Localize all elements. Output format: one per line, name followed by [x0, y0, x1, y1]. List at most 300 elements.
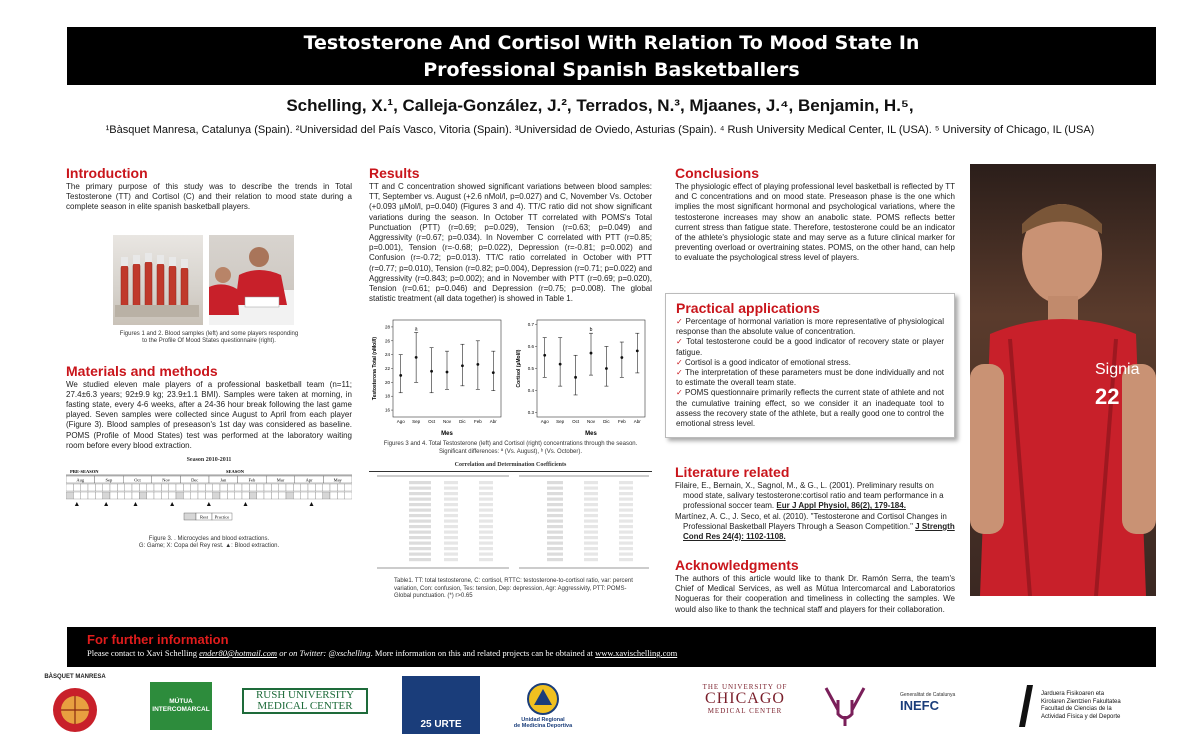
mean-point [559, 363, 562, 366]
table-cell-right [619, 536, 633, 539]
y-tick-label: 16 [384, 408, 390, 414]
week-cell [242, 484, 249, 491]
players-illustration [209, 235, 294, 325]
blood-extraction-marker [310, 502, 314, 506]
mean-point [476, 363, 479, 366]
x-tick-label: Feb [473, 419, 482, 425]
x-tick-label: Dic [603, 419, 610, 425]
mean-point [461, 365, 464, 368]
results-table-caption: Table1. TT: total testosterone, C: cortisol, RTTC: testosterone-to-cortisol ratio, var: percent variation, Con: confusion, Tes: tension, Dep: depression, Agr: Aggressivity, PTT: POMS-Global punctuation. (*) r>0.65 [394, 578, 633, 600]
microcycle-cell [308, 492, 315, 499]
table-row-left [409, 530, 431, 533]
microcycle-cell [337, 492, 344, 499]
info-text: Please contact to Xavi Schelling ender80@hotmail.com or on Twitter: @xschelling. More information on this and related projects can be obtained at www.xavischelling.com [87, 648, 678, 658]
literature-ref-2: Martínez, A. C., J. Seco, et al. (2010). "Testosterone and Cortisol Changes in Professional Basketball Players Through a Season Competition." J Strength Cond Res 24(4): 1102-1108. [675, 511, 955, 542]
microcycle-cell [301, 492, 308, 499]
table-row-right [547, 530, 563, 533]
table-row-left [409, 508, 431, 511]
check-icon: ✓ [676, 357, 685, 367]
table-row-right [547, 525, 563, 528]
microcycle-cell [242, 492, 249, 499]
column-3 [675, 165, 955, 264]
table-cell-right [584, 481, 598, 484]
test-tubes-illustration [113, 235, 203, 325]
y-tick-label: 26 [384, 338, 390, 344]
table-cell-right [619, 552, 633, 555]
sponsor-logos [30, 672, 1170, 742]
week-cell [323, 484, 330, 491]
preseason-label: PRE-SEASON [70, 468, 99, 474]
x-tick-label: Ago [540, 419, 549, 425]
conclusions-text: The physiologic effect of playing professional level basketball is reflected by TT and C concentrations and on mood state. Preseason phase is the one which implies the most significant hormonal and psychological variations, where the testosterone increases may show an anabolic state. POMS reflects better current stress than fatigue state. Therefore, testosterone could be an indicator of the athlete's physiologic state and may serve as a future clinical marker for preventing overload or overtraining states. POMS, on the other hand, can help to evaluate the psychological stress level of players. [675, 182, 955, 263]
significance-mark: a [414, 326, 418, 333]
x-axis-label: Mes [585, 431, 597, 438]
table-row-right [547, 547, 563, 550]
microcycle-cell [264, 492, 271, 499]
photos-caption [66, 331, 352, 346]
table-cell-right [584, 525, 598, 528]
table-cell-right [619, 503, 633, 506]
month-label: Feb [248, 477, 256, 483]
check-icon: ✓ [676, 368, 686, 378]
table-cell-left [479, 514, 493, 517]
affiliations: ¹Bàsquet Manresa, Catalunya (Spain). ²Universidad del País Vasco, Vitoria (Spain). ³Universidad de Oviedo, Asturias (Spain). ⁴ Rush University Medical Center, IL (USA). ⁵ University of Chicago, IL (USA) [105, 124, 1095, 136]
blood-samples-photo [113, 235, 203, 325]
y-tick-label: 20 [384, 380, 390, 386]
microcycle-cell [286, 492, 293, 499]
week-cell [103, 484, 110, 491]
introduction-text: The primary purpose of this study was to describe the trends in Total Testosterone (TT) and Cortisol (C) and their relation to mood state during a complete season in elite spanish basketball players. [66, 182, 352, 212]
table-row-left [409, 525, 431, 528]
microcycle-cell [315, 492, 322, 499]
y-tick-label: 24 [384, 352, 390, 358]
month-label: Aug [76, 477, 85, 483]
practical-item: ✓ Percentage of hormonal variation is more representative of physiological response than the absolute value of concentration. [676, 317, 944, 337]
table-cell-left [479, 558, 493, 561]
acknowledgments-section [675, 557, 955, 615]
practical-title: Practical applications [676, 300, 820, 316]
week-cell [293, 484, 300, 491]
x-tick-label: Oct [572, 419, 580, 425]
week-cell [125, 484, 132, 491]
table-cell-left [444, 519, 458, 522]
week-cell [161, 484, 168, 491]
week-cell [227, 484, 234, 491]
table-cell-right [584, 519, 598, 522]
check-icon: ✓ [676, 317, 686, 326]
week-cell [301, 484, 308, 491]
table-cell-right [619, 497, 633, 500]
week-cell [337, 484, 344, 491]
week-cell [279, 484, 286, 491]
week-cell [271, 484, 278, 491]
week-cell [95, 484, 102, 491]
table-cell-right [619, 519, 633, 522]
ref1-journal-link[interactable]: Eur J Appl Physiol, 86(2), 179-184. [776, 501, 906, 511]
week-cell [213, 484, 220, 491]
cortisol-chart [513, 314, 651, 439]
table-cell-left [444, 558, 458, 561]
table-row-right [547, 508, 563, 511]
table-cell-left [444, 530, 458, 533]
hormone-charts-caption [369, 441, 652, 456]
month-label: Nov [162, 477, 170, 483]
mean-point [399, 374, 402, 377]
table-row-right [547, 519, 563, 522]
table-cell-left [444, 481, 458, 484]
week-cell [169, 484, 176, 491]
table-cell-left [479, 497, 493, 500]
week-cell [257, 484, 264, 491]
week-cell [308, 484, 315, 491]
microcycle-cell [132, 492, 139, 499]
y-tick-label: 0.4 [527, 388, 534, 394]
significance-mark: b [589, 327, 593, 334]
table-row-right [547, 492, 563, 495]
table-cell-right [619, 486, 633, 489]
table-row-right [547, 497, 563, 500]
table-cell-left [479, 547, 493, 550]
table-cell-left [444, 514, 458, 517]
microcycle-cell [139, 492, 146, 499]
column-2 [369, 165, 652, 601]
table-cell-left [479, 541, 493, 544]
manresa-logo: BÀSQUET MANRESA [30, 672, 120, 740]
mean-point [543, 354, 546, 357]
x-axis-label: Mes [441, 431, 453, 438]
table-cell-right [584, 552, 598, 555]
week-cell [183, 484, 190, 491]
table-cell-right [584, 497, 598, 500]
oviedo-logo: Unidad Regional de Medicina Deportiva [508, 674, 578, 736]
microcycle-cell [279, 492, 286, 499]
hormone-caption-line-1: Figures 3 and 4. Total Testosterone (left) and Cortisol (right) concentrations through the season. [383, 441, 638, 448]
table-cell-right [584, 530, 598, 533]
week-cell [198, 484, 205, 491]
x-tick-label: Abr [489, 419, 497, 425]
hormone-charts [369, 314, 652, 439]
legend-rest: Rest [199, 514, 209, 520]
week-cell [110, 484, 117, 491]
table-row-left [409, 547, 431, 550]
table-cell-right [619, 481, 633, 484]
week-cell [176, 484, 183, 491]
table-row-right [547, 481, 563, 484]
twitter-link[interactable]: @xschelling [328, 648, 371, 658]
results-text: TT and C concentration showed significant variations between blood samples: TT, September vs. August (+2.6 nMol/l, p=0.027) and C, November Vs. October (+0.093 µMol/l, p=0.040) (Figures 3 and 4). TT/C ratio did not show significant variations during the season. In October TT correlated with POMS's Total Punctuation (PTT) (r=0.69; p=0.029), Tension (r=0.63; p=0.049) and Aggressivity (r=0.67; p=0.034). In November C correlated with PTT (r=0.85; p=0.001), Tension (r=-0.68; p=0.022), Depression (r=-0.81; p=0.002) and Confusion (r=-0.72; p=0.013). TT/C ratio correlated in October with PTT (r=0.77; p=0.010), Tension (r=0.82; p=0.004), Depression (r=0.71; p=0.022) and Aggressivity (r=0.843; p=0.002); and in November with PTT (r=0.69; p=0.020), Tension (r=0.61; p=0.046) and Depression (r=0.75; p=0.008). The global statistic treatment (all data together) is showed in Table 1. [369, 182, 652, 304]
microcycle-cell [249, 492, 256, 499]
mean-point [415, 356, 418, 359]
methods-title: Materials and methods [66, 362, 218, 379]
x-tick-label: Ago [396, 419, 405, 425]
week-cell [191, 484, 198, 491]
blood-extraction-marker [207, 502, 211, 506]
table-cell-right [619, 547, 633, 550]
calendar-caption [66, 536, 352, 551]
table-cell-right [619, 508, 633, 511]
title-line-2: Professional Spanish Basketballers [423, 59, 800, 81]
week-cell [88, 484, 95, 491]
mean-point [620, 357, 623, 360]
table-cell-left [479, 552, 493, 555]
table-cell-left [444, 497, 458, 500]
microcycle-cell [330, 492, 337, 499]
blood-extraction-marker [75, 502, 79, 506]
month-label: Apr [305, 477, 313, 483]
microcycle-cell [198, 492, 205, 499]
table-cell-left [444, 508, 458, 511]
table-cell-right [584, 536, 598, 539]
microcycle-cell [103, 492, 110, 499]
methods-text: We studied eleven male players of a professional basketball team (n=11; 27.4±6.3 years; 92±9.9 kg; 23.9±1.1 BMI). Samples were taken at morning, in fasting state, every 4-6 weeks, after a 24-36 hour break following the last game played. Seven samples were collected since August to April from each player (Figure 3). Blood samples of preseason's 1st day was considered as baseline. POMS (Profile of Mood States) test was performed at the laboratory waiting room before every blood extraction. [66, 379, 352, 450]
x-tick-label: Sep [412, 419, 421, 425]
microcycle-cell [66, 492, 73, 499]
table-cell-right [584, 541, 598, 544]
check-icon: ✓ [676, 388, 686, 398]
table-row-left [409, 481, 431, 484]
week-cell [345, 484, 352, 491]
table-cell-left [444, 486, 458, 489]
calendar-chart [66, 465, 352, 529]
mean-point [590, 352, 593, 355]
table-cell-left [444, 536, 458, 539]
y-tick-label: 22 [384, 366, 390, 372]
week-cell [220, 484, 227, 491]
column-1 [66, 165, 352, 551]
authors: Schelling, X.¹, Calleja-González, J.², Terrados, N.³, Mjaanes, J.⁴, Benjamin, H.⁵, [286, 96, 914, 115]
microcycle-cell [161, 492, 168, 499]
table-cell-right [584, 486, 598, 489]
week-cell [205, 484, 212, 491]
calendar-season-label: Season 2010-2011 [186, 457, 232, 464]
poms-questionnaire-photo [209, 235, 294, 325]
rush-logo: RUSH UNIVERSITY MEDICAL CENTER [242, 688, 368, 714]
practical-list [676, 317, 944, 429]
microcycle-cell [345, 492, 352, 499]
results-title: Results [369, 165, 420, 181]
table-cell-right [584, 492, 598, 495]
website-link[interactable]: www.xavischelling.com [595, 648, 678, 658]
table-cell-left [479, 508, 493, 511]
acknowledgments-text: The authors of this article would like to thank Dr. Ramón Serra, the team's Chief of Medical Services, as well as Mútua Intercomarcal and Laboratorios Nogueras for their cooperation and timeliness in collecting the samples. We would also like to thank the technical staff and players for their collaboration. [675, 574, 955, 614]
y-tick-label: 0.7 [527, 322, 534, 328]
calendar-caption-line-2: G: Game; X: Copa del Rey rest. ▲: Blood extraction. [138, 543, 280, 550]
table-cell-right [584, 503, 598, 506]
month-label: Mar [276, 477, 285, 483]
results-table-title: Correlation and Determination Coefficients [369, 462, 652, 472]
week-cell [315, 484, 322, 491]
table-cell-right [619, 558, 633, 561]
y-axis-label: Testosterona Total (nMol/l) [372, 337, 378, 401]
microcycle-cell [257, 492, 264, 499]
table-cell-left [479, 492, 493, 495]
table-cell-left [444, 541, 458, 544]
practical-item: ✓ POMS questionnaire primarily reflects the current state of athlete and not the cumulative training effect, so we consider it an inadequate tool to assess the recovery state of the athlete, but a really good one to control the emotional stress level. [676, 388, 944, 429]
week-cell [154, 484, 161, 491]
inefc-logo: Generalitat de Catalunya INEFC [900, 691, 956, 713]
blood-extraction-marker [134, 502, 138, 506]
table-row-right [547, 552, 563, 555]
table-cell-left [479, 519, 493, 522]
poster-title [67, 27, 1156, 85]
y-tick-label: 0.3 [527, 410, 534, 416]
x-tick-label: Abr [633, 419, 641, 425]
conclusions-title: Conclusions [675, 165, 760, 181]
microcycle-cell [323, 492, 330, 499]
x-tick-label: Feb [617, 419, 626, 425]
table-row-left [409, 497, 431, 500]
table-row-right [547, 514, 563, 517]
microcycle-cell [95, 492, 102, 499]
literature-section [675, 464, 955, 542]
practical-item: ✓ Total testosterone could be a good indicator of recovery state or player fatigue. [676, 337, 944, 357]
literature-title: Literature related [675, 464, 790, 480]
microcycle-cell [154, 492, 161, 499]
blood-extraction-marker [170, 502, 174, 506]
microcycle-cell [110, 492, 117, 499]
week-cell [73, 484, 80, 491]
y-tick-label: 28 [384, 324, 390, 330]
week-cell [81, 484, 88, 491]
table-cell-right [619, 541, 633, 544]
microcycle-cell [213, 492, 220, 499]
table-row-left [409, 492, 431, 495]
mean-point [492, 372, 495, 375]
x-tick-label: Sep [556, 419, 565, 425]
table-cell-left [479, 503, 493, 506]
introduction-title: Introduction [66, 165, 148, 181]
title-line-1: Testosterone And Cortisol With Relation To Mood State In [303, 32, 920, 54]
info-title: For further information [87, 632, 229, 647]
week-cell [235, 484, 242, 491]
table-cell-right [619, 530, 633, 533]
microcycle-cell [117, 492, 124, 499]
y-tick-label: 0.5 [527, 366, 534, 372]
calendar-caption-line-1: Figure 3. . Microcycles and blood extractions. [148, 535, 270, 542]
deusto-logo [820, 680, 870, 730]
table-cell-left [444, 552, 458, 555]
month-label: Oct [134, 477, 141, 483]
jersey-number: 22 [1095, 384, 1120, 409]
hormone-caption-line-2: Significant differences: ª (Vs. August), ᵇ (Vs. October). [438, 448, 583, 455]
acknowledgments-title: Acknowledgments [675, 557, 799, 573]
further-information-bar [67, 627, 1156, 667]
microcycle-cell [73, 492, 80, 499]
photos-caption-line-1: Figures 1 and 2. Blood samples (left) and some players responding [119, 330, 299, 337]
microcycle-cell [125, 492, 132, 499]
table-row-left [409, 541, 431, 544]
table-cell-right [619, 514, 633, 517]
y-tick-label: 18 [384, 394, 390, 400]
microcycle-cell [235, 492, 242, 499]
table-row-right [547, 486, 563, 489]
basque-faculty-logo: Jarduera Fisikoaren eta Kirolaren Zientzien Fakultatea Facultad de Ciencias de la Actividad Física y del Deporte [1015, 676, 1165, 736]
legend-g-box [184, 513, 196, 520]
microcycle-cell [88, 492, 95, 499]
microcycle-cell [271, 492, 278, 499]
table-row-left [409, 486, 431, 489]
microcycle-cell [81, 492, 88, 499]
literature-ref-1: Filaire, E., Bernain, X., Sagnol, M., & G., L. (2001). Preliminary results on mood state, salivary testosterone:cortisol ratio and team performance in a professional soccer team. Eur J Appl Physiol, 86(2), 179-184. [675, 481, 944, 511]
microcycle-cell [205, 492, 212, 499]
table-cell-left [479, 530, 493, 533]
table-row-left [409, 552, 431, 555]
table-cell-left [479, 481, 493, 484]
jersey-sponsor: Signia [1095, 361, 1140, 378]
table-row-left [409, 519, 431, 522]
week-cell [139, 484, 146, 491]
x-tick-label: Dic [459, 419, 466, 425]
table-cell-right [584, 514, 598, 517]
blood-extraction-marker [104, 502, 108, 506]
email-link[interactable]: ender80@hotmail.com [199, 648, 278, 658]
photos-figure [113, 235, 352, 325]
chicago-logo: THE UNIVERSITY OF CHICAGO MEDICAL CENTER [702, 683, 788, 715]
month-label: Sep [105, 477, 113, 483]
y-axis-label: Cortisol (µMol/l) [516, 349, 522, 388]
week-cell [132, 484, 139, 491]
results-table [369, 462, 652, 576]
mean-point [636, 350, 639, 353]
check-icon: ✓ [676, 337, 687, 347]
week-cell [264, 484, 271, 491]
mean-point [605, 368, 608, 371]
ref2-journal-link[interactable]: J Strength Cond Res 24(4): 1102-1108. [683, 521, 955, 542]
table-row-right [547, 503, 563, 506]
microcycle-cell [293, 492, 300, 499]
table-row-left [409, 558, 431, 561]
player-illustration [970, 164, 1156, 596]
month-label: May [333, 477, 342, 483]
x-tick-label: Oct [428, 419, 436, 425]
practical-item: ✓ Cortisol is a good indicator of emotional stress. [676, 357, 851, 367]
microcycle-cell [169, 492, 176, 499]
testosterone-chart [369, 314, 507, 439]
week-cell [66, 484, 73, 491]
practical-item: ✓ The interpretation of these parameters must be done individually and not to estimate the overall team state. [676, 368, 945, 388]
table-cell-left [479, 536, 493, 539]
week-cell [147, 484, 154, 491]
table-cell-left [479, 525, 493, 528]
mean-point [574, 376, 577, 379]
microcycle-cell [176, 492, 183, 499]
month-label: Dec [191, 477, 199, 483]
table-row-left [409, 536, 431, 539]
x-tick-label: Nov [442, 419, 452, 425]
microcycle-cell [191, 492, 198, 499]
table-cell-right [619, 525, 633, 528]
table-cell-left [479, 486, 493, 489]
calendar-figure [66, 457, 352, 532]
mean-point [446, 371, 449, 374]
month-label: Jan [220, 477, 227, 483]
player-photo [970, 164, 1156, 596]
practical-applications-box [665, 293, 955, 438]
week-cell [330, 484, 337, 491]
y-tick-label: 0.6 [527, 344, 534, 350]
table-row-right [547, 541, 563, 544]
table-cell-right [619, 492, 633, 495]
ehu-logo: 25 URTE [402, 676, 480, 734]
microcycle-cell [183, 492, 190, 499]
week-cell [286, 484, 293, 491]
microcycle-cell [220, 492, 227, 499]
table-row-right [547, 536, 563, 539]
table-cell-left [444, 547, 458, 550]
legend-practice: Practice [214, 514, 230, 520]
table-cell-left [444, 503, 458, 506]
microcycle-cell [227, 492, 234, 499]
